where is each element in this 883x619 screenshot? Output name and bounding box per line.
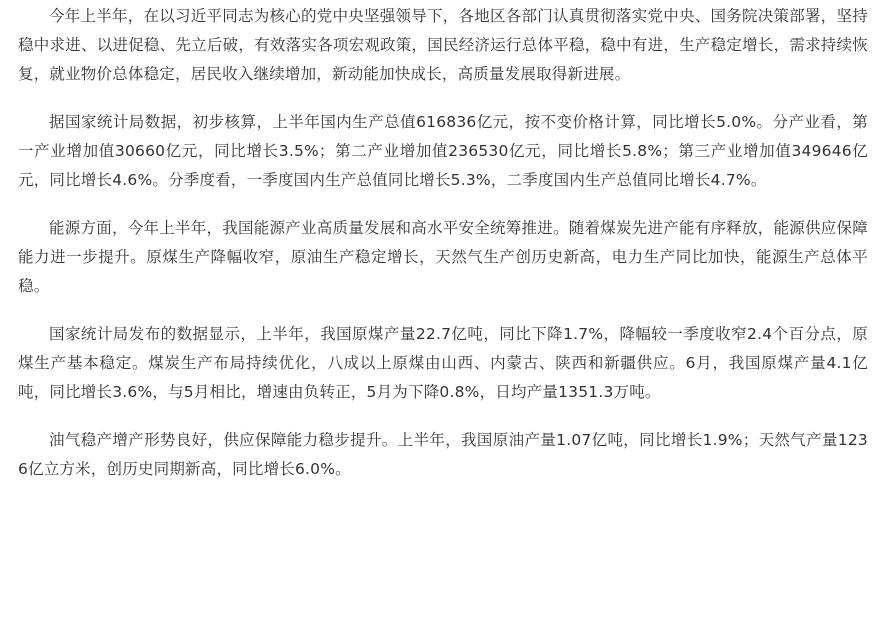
paragraph-gdp-statistics: 据国家统计局数据，初步核算，上半年国内生产总值616836亿元，按不变价格计算，同比增长5.0%。分产业看，第一产业增加值30660亿元，同比增长3.5%；第二产业增加值236530亿元，同比增长5.8%；第三产业增加值349646亿元，同比增长4.6%。分季度看，一季度国内生产总值同比增长5.3%，二季度国内生产总值同比增长4.7%。 — [18, 113, 868, 189]
paragraph-oil-gas-production: 油气稳产增产形势良好，供应保障能力稳步提升。上半年，我国原油产量1.07亿吨，同比增长1.9%；天然气产量1236亿立方米，创历史同期新高，同比增长6.0%。 — [18, 431, 868, 478]
paragraph-energy-overview: 能源方面，今年上半年，我国能源产业高质量发展和高水平安全统筹推进。随着煤炭先进产能有序释放，能源供应保障能力进一步提升。原煤生产降幅收窄，原油生产稳定增长，天然气生产创历史新高，电力生产同比加快，能源生产总体平稳。 — [18, 219, 868, 295]
paragraph-economy-overview: 今年上半年，在以习近平同志为核心的党中央坚强领导下，各地区各部门认真贯彻落实党中央、国务院决策部署，坚持稳中求进、以进促稳、先立后破，有效落实各项宏观政策，国民经济运行总体平稳，稳中有进，生产稳定增长，需求持续恢复，就业物价总体稳定，居民收入继续增加，新动能加快成长，高质量发展取得新进展。 — [18, 7, 868, 83]
paragraph-coal-production: 国家统计局发布的数据显示，上半年，我国原煤产量22.7亿吨，同比下降1.7%，降幅较一季度收窄2.4个百分点，原煤生产基本稳定。煤炭生产布局持续优化，八成以上原煤由山西、内蒙古、陕西和新疆供应。6月，我国原煤产量4.1亿吨，同比增长3.6%，与5月相比，增速由负转正，5月为下降0.8%，日均产量1351.3万吨。 — [18, 325, 868, 401]
